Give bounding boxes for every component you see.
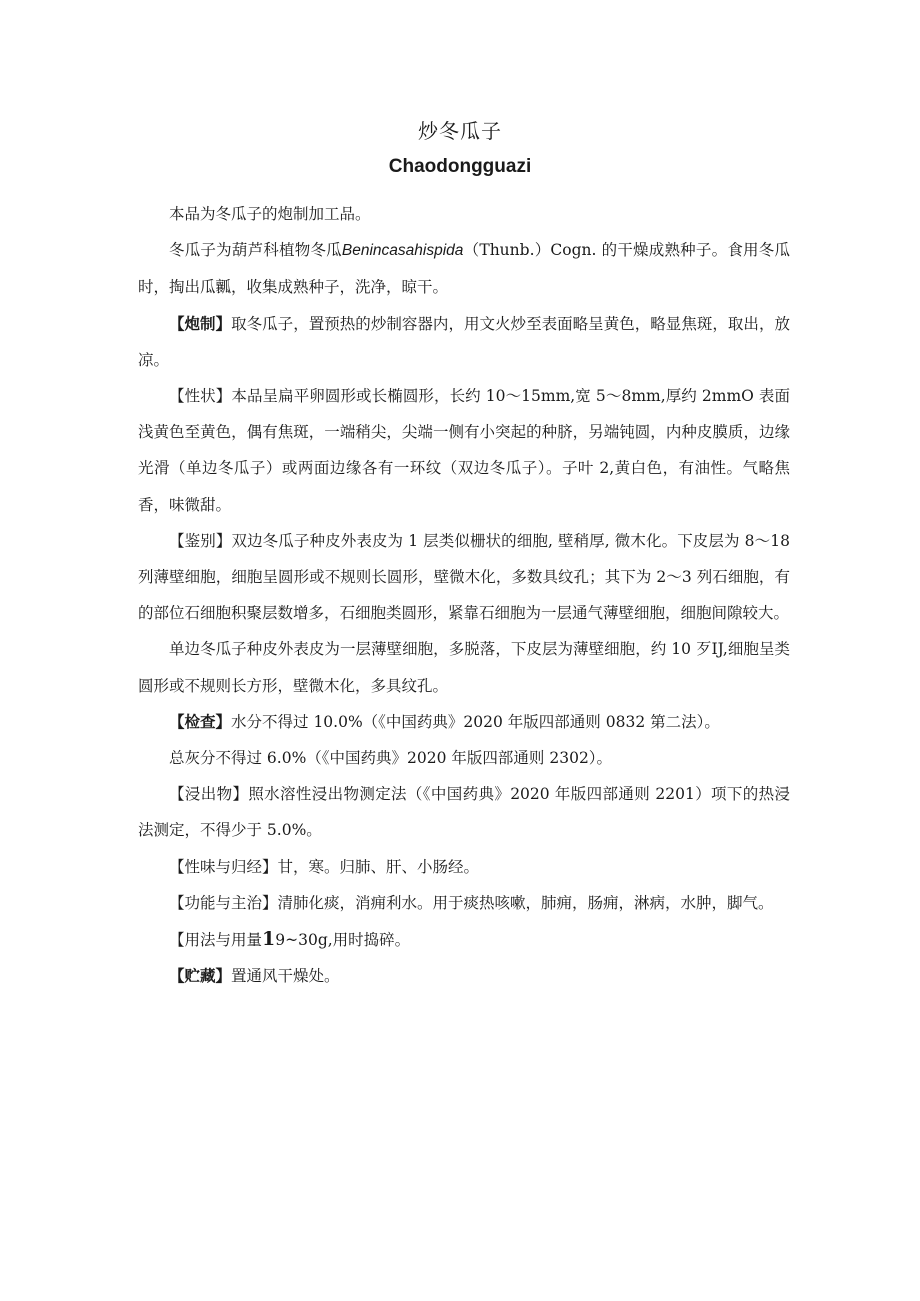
description-text: 本品呈扁平卵圆形或长椭圆形，长约 10～15mm,宽 5～8mm,厚约 2mmO 表面浅黄色至黄色，偶有焦斑，一端稍尖，尖端一侧有小突起的种脐，另端钝圆，内种皮膜质，边缘光滑（单边冬瓜子）或两面边缘各有一环纹（双边冬瓜子）。子叶 2,黄白色，有油性。气略焦香，味微甜。 [138, 387, 790, 514]
nature-text: 甘，寒。归肺、肝、小肠经。 [277, 857, 480, 876]
nature-heading: 【性味与归经】 [169, 857, 278, 876]
identification-section [138, 523, 790, 632]
source-text-pre: 冬瓜子为葫芦科植物冬瓜 [169, 241, 342, 260]
identification-heading: 【鉴别】 [169, 531, 232, 550]
dosage-text: 9~30g,用时捣碎。 [275, 931, 411, 950]
nature-section [138, 849, 790, 885]
ash-paragraph: 总灰分不得过 6.0%（《中国药典》2020 年版四部通则 2302）。 [169, 749, 613, 768]
inspection-text: 水分不得过 10.0%（《中国药典》2020 年版四部通则 0832 第二法）。 [231, 712, 720, 731]
identification-paragraph-2: 单边冬瓜子种皮外表皮为一层薄壁细胞，多脱落，下皮层为薄壁细胞，约 10 歹IJ,细胞呈类圆形或不规则长方形，壁微木化，多具纹孔。 [138, 640, 790, 695]
extract-heading: 【浸出物】 [169, 785, 249, 804]
inspection-section [138, 704, 790, 740]
storage-heading: 【贮藏】 [169, 966, 232, 986]
source-paragraph [138, 232, 790, 305]
processing-text: 取冬瓜子，置预热的炒制容器内，用文火炒至表面略呈黄色，略显焦斑，取出，放凉。 [138, 314, 790, 369]
document-body [138, 196, 790, 994]
storage-text: 置通风干燥处。 [231, 967, 340, 986]
source-text-post: （Thunb.）Cogn. 的干燥成熟种子。食用冬瓜时，掏出瓜瓤，收集成熟种子，洗净，晾干。 [138, 241, 790, 297]
intro-paragraph: 本品为冬瓜子的炮制加工品。 [169, 205, 371, 223]
dosage-heading: 【用法与用量 [169, 931, 263, 950]
extract-section [138, 776, 790, 848]
function-heading: 【功能与主治】 [169, 893, 278, 912]
title-chinese: 炒冬瓜子 [418, 119, 502, 143]
description-heading: 【性状】 [169, 387, 232, 406]
processing-section [138, 306, 790, 378]
storage-section [138, 958, 790, 994]
function-text: 清肺化痰，消痈利水。用于痰热咳嗽，肺痈，肠痈，淋病，水肿，脚气。 [277, 893, 774, 912]
dosage-mark: 1 [262, 928, 276, 951]
extract-text: 照水溶性浸出物测定法（《中国药典》2020 年版四部通则 2201）项下的热浸法测定，不得少于 5.0%。 [138, 785, 790, 840]
title-pinyin: Chaodongguazi [388, 156, 532, 177]
identification-text: 双边冬瓜子种皮外表皮为 1 层类似栅状的细胞, 壁稍厚, 微木化。下皮层为 8～18 列薄壁细胞，细胞呈圆形或不规则长圆形，壁微木化，多数具纹孔；其下为 2～3 列石细胞，有的部位石细胞积聚层数增多，石细胞类圆形，紧靠石细胞为一层通气薄壁细胞，细胞间隙较大。 [138, 531, 790, 623]
processing-heading: 【炮制】 [169, 313, 232, 333]
dosage-section [138, 921, 790, 958]
latin-name: Benincasahispida [341, 242, 464, 260]
inspection-heading: 【检查】 [169, 711, 232, 731]
function-section [138, 885, 790, 921]
description-section [138, 378, 790, 523]
